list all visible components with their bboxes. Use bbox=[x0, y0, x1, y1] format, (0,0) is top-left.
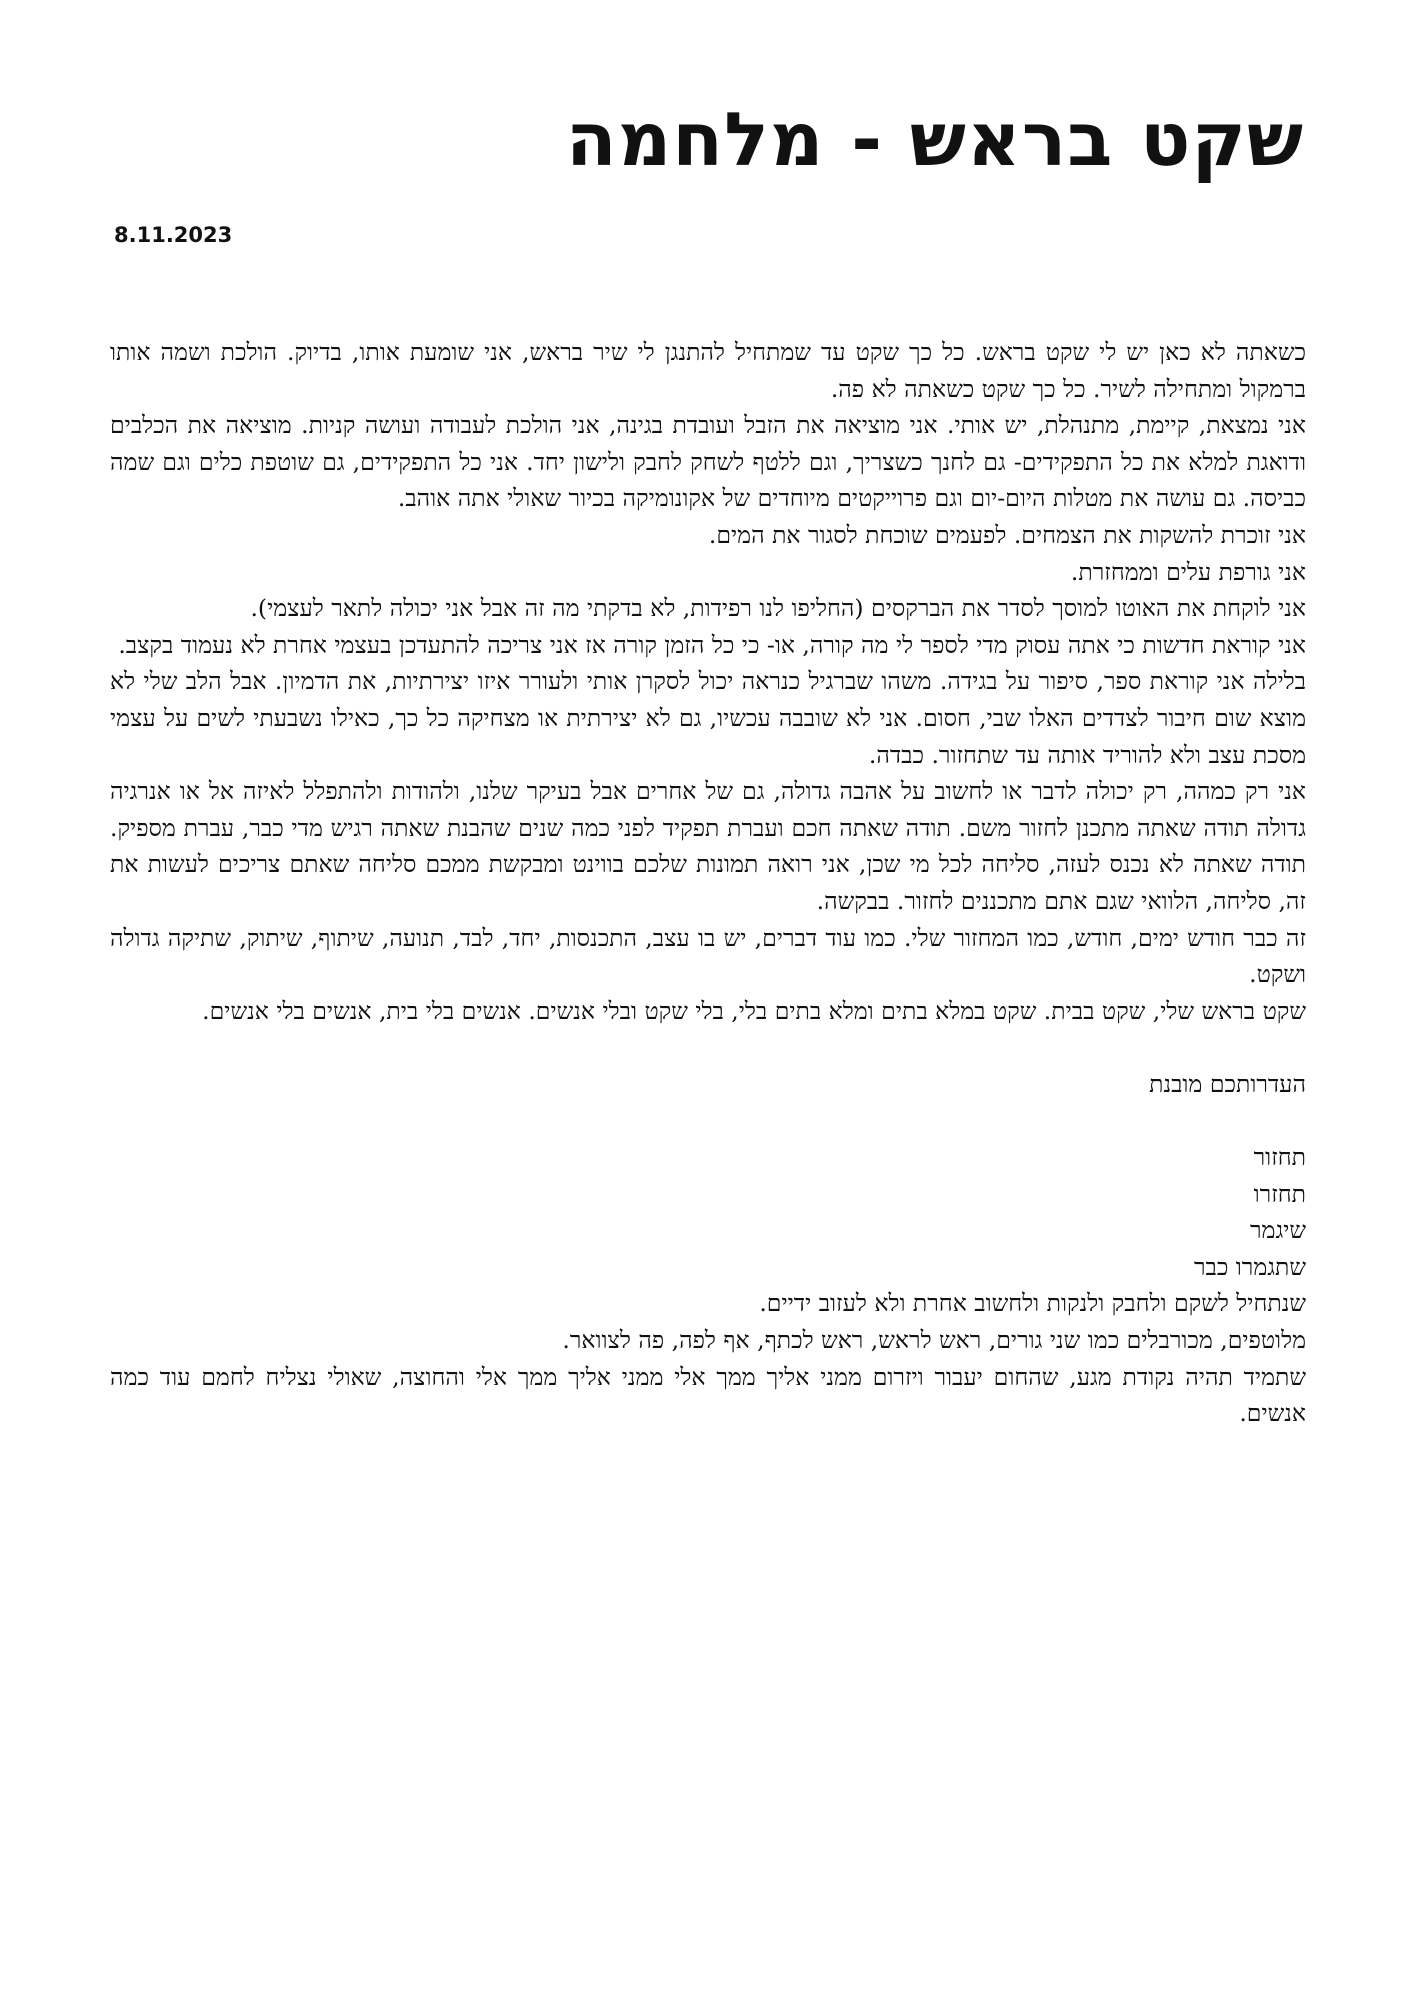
poem-line: שנתחיל לשקם ולחבק ולנקות ולחשוב אחרת ולא לעזוב ידיים. bbox=[759, 1289, 1306, 1318]
closing-line: העדרותכם מובנת bbox=[1149, 1069, 1306, 1098]
paragraph: אני קוראת חדשות כי אתה עסוק מדי לספר לי מה קורה, או- כי כל הזמן קורה אז אני צריכה להתעדכן בעצמי אחרת לא נעמוד בקצב. bbox=[118, 630, 1306, 659]
paragraph: אני גורפת עלים וממחזרת. bbox=[1070, 557, 1306, 586]
poem-line: שתמיד תהיה נקודת מגע, שהחום יעבור ויזרום ממני אליך ממך אלי ממני אליך ממך אלי והחוצה, שאולי נצליח לחמם עוד כמה אנשים. bbox=[110, 1362, 1306, 1428]
document-date: 8.11.2023 bbox=[114, 223, 233, 247]
document-title: שקט בראש - מלחמה bbox=[565, 97, 1304, 183]
poem-line: מלוטפים, מכורבלים כמו שני גורים, ראש לראש, ראש לכתף, אף לפה, פה לצוואר. bbox=[562, 1326, 1306, 1355]
paragraph: אני רק כמהה, רק יכולה לדבר או לחשוב על אהבה גדולה, גם של אחרים אבל בעיקר שלנו, ולהודות ולהתפלל לאיזה אל או אנרגיה גדולה תודה שאתה מתכנן לחזור משם. תודה שאתה חכם ועברת תפקיד לפני כמה שנים שהבנת שאתה רגיש מדי כבר, עברת מספיק. תודה שאתה לא נכנס לעזה, סליחה לכל מי שכן, אני רואה תמונות שלכם בווינט ומבקשת ממכם סליחה שאתם צריכים לעשות את זה, סליחה, הלוואי שגם אתם מתכננים לחזור. בבקשה. bbox=[110, 777, 1306, 915]
poem-line: שתגמרו כבר bbox=[1193, 1252, 1306, 1281]
paragraph: שקט בראש שלי, שקט בבית. שקט במלא בתים ומלא בתים בלי, בלי שקט ובלי אנשים. אנשים בלי בית, אנשים בלי אנשים. bbox=[202, 996, 1306, 1025]
paragraph: אני נמצאת, קיימת, מתנהלת, יש אותי. אני מוציאה את הזבל ועובדת בגינה, אני הולכת לעבודה ועושה קניות. מוציאה את הכלבים ודואגת למלא את כל התפקידים- גם לחנך כשצריך, וגם ללטף לשחק לחבק ולישון יחד. אני כל התפקידים, גם שוטפת כלים וגם שמה כביסה. גם עושה את מטלות היום-יום וגם פרוייקטים מיוחדים של אקונומיקה בכיור שאולי אתה אוהב. bbox=[110, 411, 1306, 513]
paragraph: כשאתה לא כאן יש לי שקט בראש. כל כך שקט עד שמתחיל להתנגן לי שיר בראש, אני שומעת אותו, בדיוק. הולכת ושמה אותו ברמקול ומתחילה לשיר. כל כך שקט כשאתה לא פה. bbox=[110, 338, 1306, 403]
paragraph: אני לוקחת את האוטו למוסך לסדר את הברקסים (החליפו לנו רפידות, לא בדקתי מה זה אבל אני יכולה לתאר לעצמי). bbox=[250, 594, 1306, 623]
paragraph: בלילה אני קוראת ספר, סיפור על בגידה. משהו שברגיל כנראה יכול לסקרן אותי ולעורר איזו יצירתיות, את הדמיון. אבל הלב שלי לא מוצא שום חיבור לצדדים האלו שבי, חסום. אני לא שובבה עכשיו, גם לא יצירתית או מצחיקה כל כך, כאילו נשבעתי לשים על עצמי מסכת עצב ולא להוריד אותה עד שתחזור. כבדה. bbox=[110, 667, 1306, 769]
blank-line bbox=[110, 1029, 1306, 1066]
poem-line: שיגמר bbox=[1249, 1216, 1306, 1245]
poem-line: תחזרו bbox=[1253, 1179, 1306, 1208]
poem-line: תחזור bbox=[1253, 1143, 1306, 1172]
document-body bbox=[110, 334, 1306, 1432]
blank-line bbox=[110, 1102, 1306, 1139]
paragraph: אני זוכרת להשקות את הצמחים. לפעמים שוכחת לסגור את המים. bbox=[708, 520, 1306, 549]
paragraph: זה כבר חודש ימים, חודש, כמו המחזור שלי. כמו עוד דברים, יש בו עצב, התכנסות, יחד, לבד, תנועה, שיתוף, שיתוק, שתיקה גדולה ושקט. bbox=[110, 923, 1306, 989]
